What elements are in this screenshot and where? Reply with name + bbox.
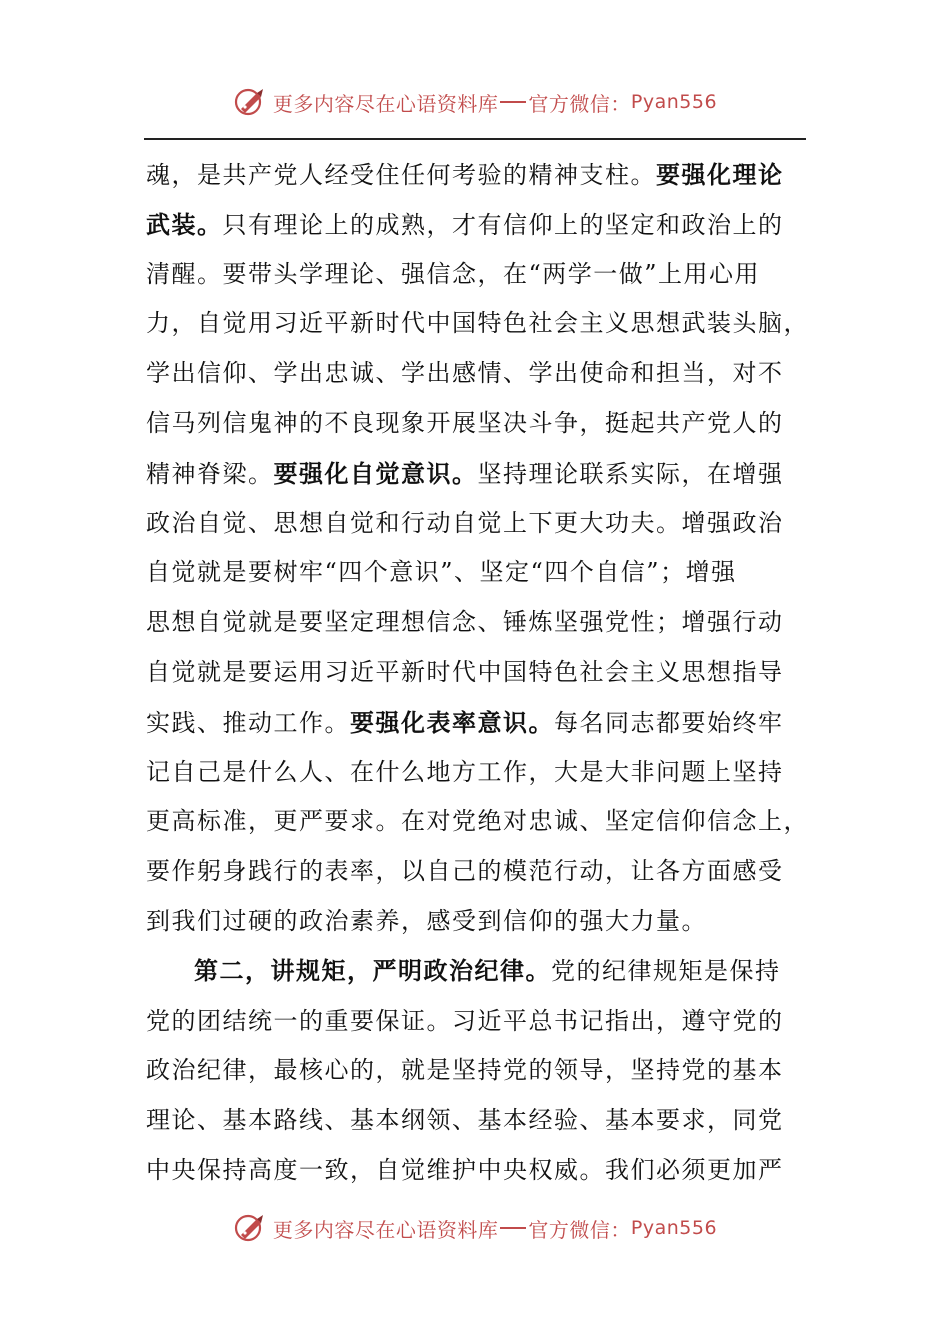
text-line: 信马列信鬼神的不良现象开展坚决斗争，挺起共产党人的 [146,408,784,437]
text-line: 学出信仰、学出忠诚、学出感情、学出使命和担当，对不 [146,359,784,388]
text-line: 魂，是共产党人经受住任何考验的精神支柱。要强化理论 [146,160,784,189]
footer-wechat-id: Pyan556 [630,1217,718,1239]
bold-phrase: 要强化自觉意识。 [273,458,478,488]
body-text [146,150,809,1196]
text-line: 政治纪律，最核心的，就是坚持党的领导，坚持党的基本 [146,1056,784,1085]
footer-site-name: 更多内容尽在心语资料库 [272,1217,499,1242]
text-line: 第二，讲规矩，严明政治纪律。党的纪律规矩是保持 [194,956,781,985]
text-line: 自觉就是要树牢“四个意识”、坚定“四个自信”；增强 [146,558,737,587]
pen-nib-logo-icon [233,1211,267,1245]
text-line: 党的团结统一的重要保证。习近平总书记指出，遵守党的 [146,1006,784,1035]
text-line: 实践、推动工作。要强化表率意识。每名同志都要始终牢 [146,707,784,737]
text-line: 更高标准，更严要求。在对党绝对忠诚、坚定信仰信念上， [146,807,809,836]
text-line: 思想自觉就是要坚定理想信念、锤炼坚强党性；增强行动 [146,608,784,637]
text-line: 精神脊梁。要强化自觉意识。坚持理论联系实际，在增强 [146,458,784,488]
footer-wechat-label: 官方微信： [528,1217,631,1242]
text-line: 力，自觉用习近平新时代中国特色社会主义思想武装头脑， [146,309,809,338]
text-line: 清醒。要带头学理论、强信念，在“两学一做”上用心用 [146,259,761,288]
text-line: 理论、基本路线、基本纲领、基本经验、基本要求，同党 [146,1106,784,1135]
header-wechat-label: 官方微信： [528,91,631,116]
header-divider [144,138,806,140]
pen-nib-logo-icon [233,85,267,119]
text-line: 要作躬身践行的表率，以自己的模范行动，让各方面感受 [146,857,784,886]
bold-phrase: 要强化理论 [656,160,784,189]
text-line: 自觉就是要运用习近平新时代中国特色社会主义思想指导 [146,657,784,686]
header-watermark [0,82,950,122]
text-line: 到我们过硬的政治素养，感受到信仰的强大力量。 [146,906,707,935]
header-site-name: 更多内容尽在心语资料库 [272,91,499,116]
bold-phrase: 要强化表率意识。 [350,707,554,737]
footer-watermark [0,1208,950,1248]
footer-dash [500,1227,526,1229]
bold-phrase: 武装。 [146,209,223,239]
header-wechat-id: Pyan556 [630,91,718,113]
header-dash [500,101,526,103]
text-line: 武装。只有理论上的成熟，才有信仰上的坚定和政治上的 [146,209,784,239]
section-heading: 第二，讲规矩，严明政治纪律。 [194,956,551,985]
text-line: 记自己是什么人、在什么地方工作，大是大非问题上坚持 [146,757,784,786]
text-line: 政治自觉、思想自觉和行动自觉上下更大功夫。增强政治 [146,508,784,537]
text-line: 中央保持高度一致，自觉维护中央权威。我们必须更加严 [146,1155,784,1184]
